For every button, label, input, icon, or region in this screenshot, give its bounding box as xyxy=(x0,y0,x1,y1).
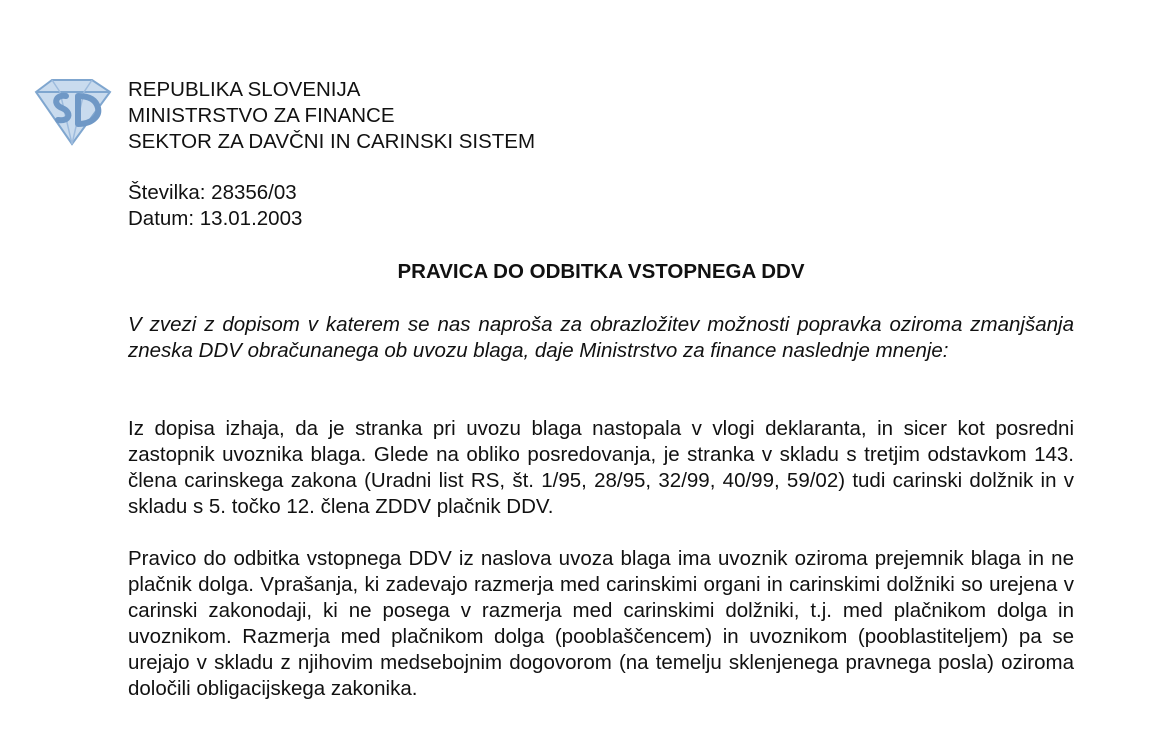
letterhead-sector: SEKTOR ZA DAVČNI IN CARINSKI SISTEM xyxy=(128,130,536,153)
intro-paragraph: V zvezi z dopisom v katerem se nas naproša za obrazložitev možnosti popravka oziroma zmanjšanja zneska DDV obračunanega ob uvozu blaga, daje Ministrstvo za finance naslednje mnenje: xyxy=(128,313,1074,362)
document-meta xyxy=(128,180,302,232)
document-title: PRAVICA DO ODBITKA VSTOPNEGA DDV xyxy=(397,260,805,283)
document-date: Datum: 13.01.2003 xyxy=(128,207,303,230)
ministry-logo-icon xyxy=(26,74,118,150)
letterhead-ministry: MINISTRSTVO ZA FINANCE xyxy=(128,104,395,127)
body-paragraph-2: Pravico do odbitka vstopnega DDV iz naslova uvoza blaga ima uvoznik oziroma prejemnik blaga in ne plačnik dolga. Vprašanja, ki zadevajo razmerja med carinskimi organi in carinskimi dolžniki so urejena v carinski zakonodaji, ki ne posega v razmerja med carinskimi dolžniki, t.j. med plačnikom dolga in uvoznikom. Razmerja med plačnikom dolga (pooblaščencem) in uvoznikom (pooblastiteljem) pa se urejajo v skladu z njihovim medsebojnim dogovorom (na temelju sklenjenega pravnega posla) oziroma določili obligacijskega zakonika. xyxy=(128,547,1074,700)
document-number: Številka: 28356/03 xyxy=(128,181,297,204)
letterhead-republic: REPUBLIKA SLOVENIJA xyxy=(128,78,361,101)
letterhead xyxy=(128,77,535,155)
body-paragraph-1: Iz dopisa izhaja, da je stranka pri uvozu blaga nastopala v vlogi deklaranta, in sicer kot posredni zastopnik uvoznika blaga. Glede na obliko posredovanja, je stranka v skladu s tretjim odstavkom 143. člena carinskega zakona (Uradni list RS, št. 1/95, 28/95, 32/99, 40/99, 59/02) tudi carinski dolžnik in v skladu s 5. točko 12. člena ZDDV plačnik DDV. xyxy=(128,417,1074,518)
